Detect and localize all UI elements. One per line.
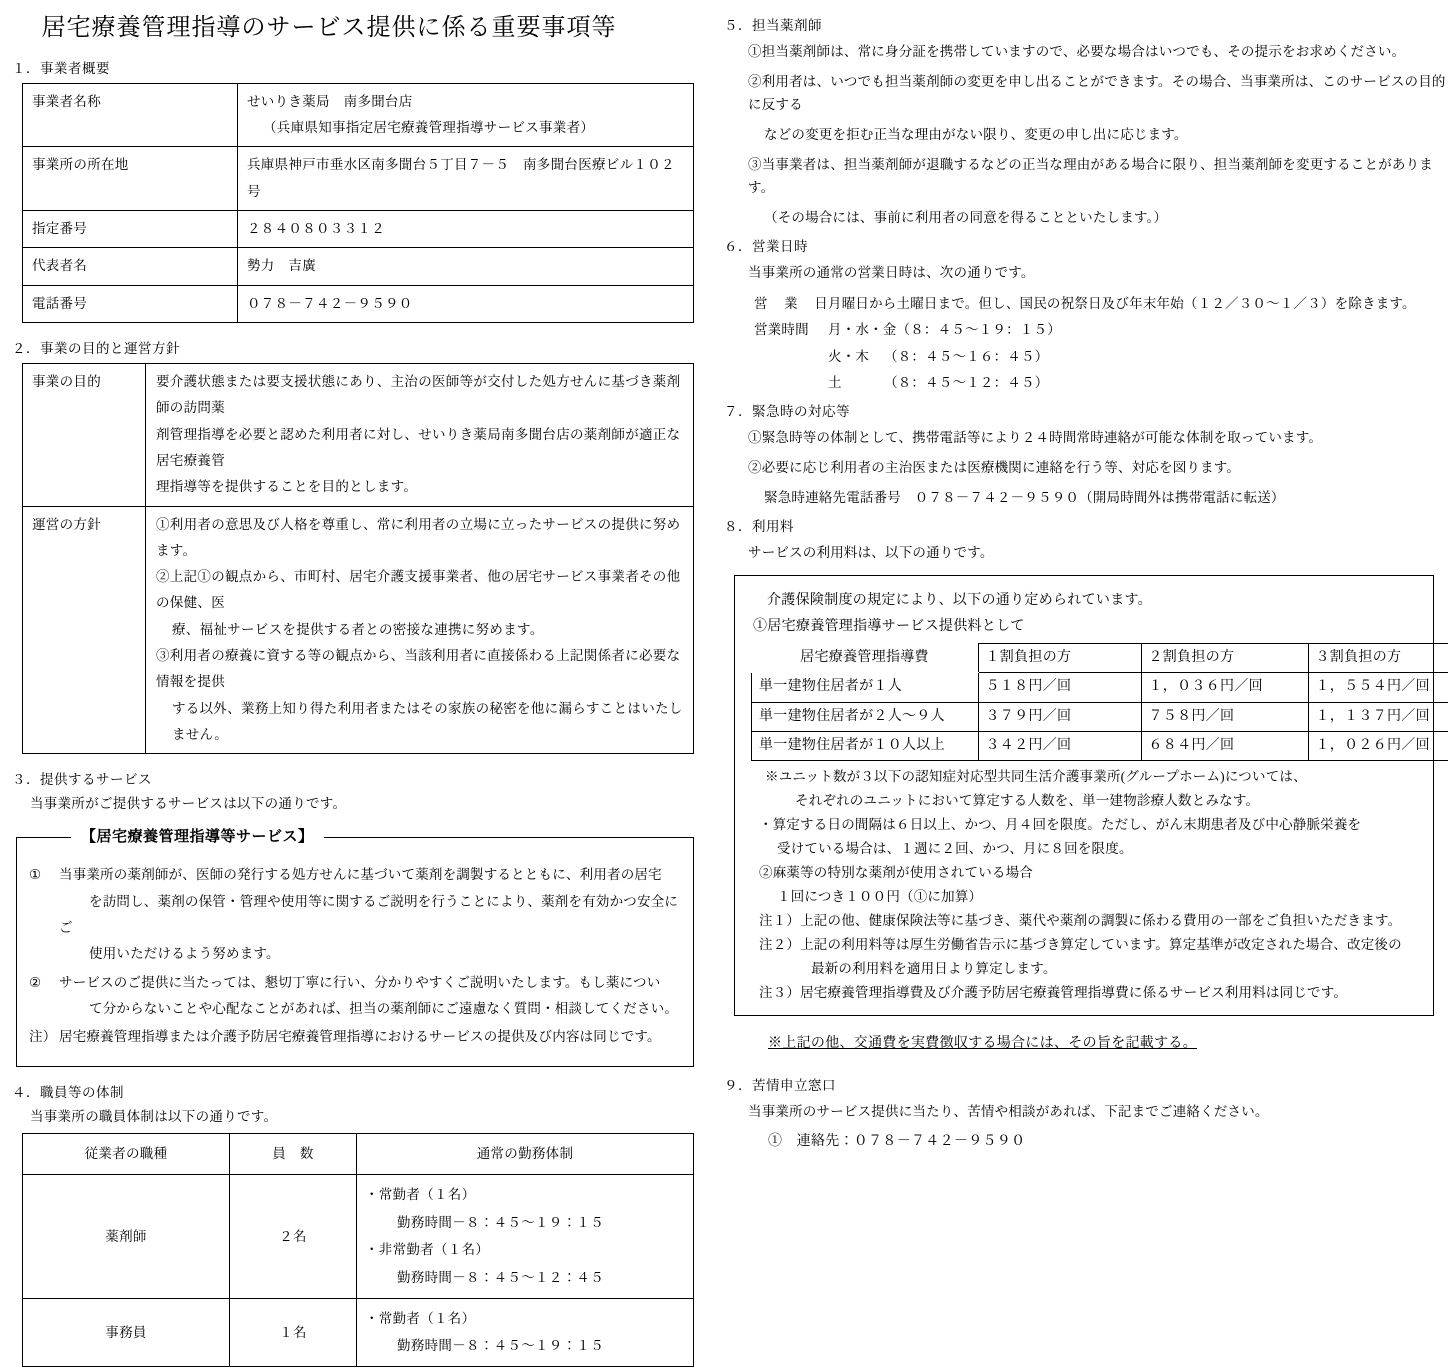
purpose-label: 事業の目的 — [23, 363, 146, 506]
table-row — [23, 506, 694, 754]
purpose-policy-table — [22, 363, 694, 754]
service-note-marker: 注） — [29, 1024, 59, 1050]
service-item-line: 使用いただけるよう努めます。 — [89, 946, 280, 961]
service-box-title: 【居宅療養管理指導等サービス】 — [71, 825, 324, 846]
fee-note: 最新の利用料を適用日より算定します。 — [749, 957, 1419, 981]
shift-line: 勤務時間－８：４５～１９：１５ — [365, 1209, 685, 1237]
staff-count: １名 — [230, 1298, 357, 1366]
table-row — [752, 673, 1448, 702]
service-note — [29, 1024, 681, 1050]
fee-value: １，０２６円／回 — [1308, 731, 1448, 760]
section-5-heading: ５．担当薬剤師 — [724, 14, 1448, 34]
business-hours-value — [828, 344, 1448, 370]
fee-note: それぞれのユニットにおいて算定する人数を、単一建物診療人数とみなす。 — [749, 789, 1419, 813]
left-column — [0, 0, 716, 1118]
section-9-heading: ９．苦情申立窓口 — [724, 1074, 1448, 1094]
service-item-line: を訪問し、薬剤の保管・管理や使用等に関するご説明を行うことにより、薬剤を有効かつ安全にご — [59, 894, 678, 935]
fee-box-item1: ①居宅療養管理指導サービス提供料として — [749, 615, 1419, 640]
section-7-line: ②必要に応じ利用者の主治医または医療機関に連絡を行う等、対応を図ります。 — [748, 456, 1448, 480]
business-hours-days: 土 — [828, 370, 884, 396]
staff-table — [22, 1133, 694, 1367]
section-3-heading: ３．提供するサービス — [12, 768, 716, 788]
section-5-line: ①担当薬剤師は、常に身分証を携帯していますので、必要な場合はいつでも、その提示をお求めください。 — [748, 40, 1448, 64]
transport-fee-note: ※上記の他、交通費を実費徴収する場合には、その旨を記載する。 — [768, 1032, 1197, 1052]
fee-table — [751, 643, 1448, 762]
table-row — [23, 1298, 694, 1366]
fee-column-header-3: ３割負担の方 — [1308, 643, 1448, 672]
business-hours-days: 月・水・金 — [828, 317, 897, 343]
row-label: 指定番号 — [23, 211, 238, 248]
table-row — [23, 248, 694, 285]
column-header-shift: 通常の勤務体制 — [357, 1134, 694, 1175]
fee-value: ７５８円／回 — [1141, 702, 1308, 731]
table-header-row — [23, 1134, 694, 1175]
shift-line: ・常勤者（１名） — [365, 1305, 685, 1333]
fee-note: １回につき１００円（①に加算） — [749, 885, 1419, 909]
section-7-heading: ７．緊急時の対応等 — [724, 400, 1448, 420]
section-2-heading: ２．事業の目的と運営方針 — [12, 337, 716, 357]
purpose-line: 要介護状態または要支援状態にあり、主治の医師等が交付した処方せんに基づき薬剤師の訪問薬 — [156, 369, 684, 422]
fee-row-label: 単一建物住居者が１人 — [752, 673, 979, 702]
service-item-line: 当事業所の薬剤師が、医師の発行する処方せんに基づいて薬剤を調製するとともに、利用者の居宅 — [59, 867, 662, 882]
section-5-line: ②利用者は、いつでも担当薬剤師の変更を申し出ることができます。その場合、当事業所は、このサービスの目的に反する — [748, 70, 1448, 117]
row-value: 兵庫県神戸市垂水区南多聞台５丁目７－５ 南多聞台医療ビル１０２号 — [238, 147, 694, 211]
table-row — [23, 147, 694, 211]
right-column — [716, 0, 1448, 1118]
emergency-contact: 緊急時連絡先電話番号 ０７８－７４２－９５９０（開局時間外は携帯電話に転送） — [764, 486, 1448, 510]
business-hours-label: 営業時間 — [754, 317, 828, 343]
fee-note: 注３）居宅療養管理指導費及び介護予防居宅療養管理指導費に係るサービス利用料は同じです。 — [749, 981, 1419, 1005]
business-hours-value — [828, 317, 1448, 343]
purpose-line: 剤管理指導を必要と認めた利用者に対し、せいりき薬局南多聞台店の薬剤師が適正な居宅療養管 — [156, 422, 684, 475]
section-1-heading: １．事業者概要 — [12, 57, 716, 77]
staff-shift — [357, 1175, 694, 1299]
page-title: 居宅療養管理指導のサービス提供に係る重要事項等 — [0, 14, 716, 43]
policy-label: 運営の方針 — [23, 506, 146, 754]
section-4-heading: ４．職員等の体制 — [12, 1081, 716, 1101]
fee-column-header-1: １割負担の方 — [978, 643, 1141, 672]
shift-line: 勤務時間－８：４５～１９：１５ — [365, 1332, 685, 1360]
fee-row-label: 単一建物住居者が１０人以上 — [752, 731, 979, 760]
fee-value: ６８４円／回 — [1141, 731, 1308, 760]
policy-text — [146, 506, 694, 754]
row-label: 事業者名称 — [23, 83, 238, 147]
staff-job: 薬剤師 — [23, 1175, 230, 1299]
fee-note: 注１）上記の他、健康保険法等に基づき、薬代や薬剤の調製に係わる費用の一部をご負担いただきます。 — [749, 909, 1419, 933]
section-6-lead: 当事業所の通常の営業日時は、次の通りです。 — [748, 261, 1448, 285]
row-label: 電話番号 — [23, 285, 238, 322]
service-item-line: サービスのご提供に当たっては、懇切丁寧に行い、分かりやすくご説明いたします。もし薬につい — [59, 975, 660, 990]
staff-shift — [357, 1298, 694, 1366]
table-row — [752, 702, 1448, 731]
fee-box — [734, 575, 1434, 1017]
section-3-lead: 当事業所がご提供するサービスは以下の通りです。 — [30, 794, 716, 815]
shift-line: 勤務時間－８：４５～１２：４５ — [365, 1264, 685, 1292]
fee-box-intro: 介護保険制度の規定により、以下の通り定められています。 — [749, 589, 1419, 614]
section-5-line: ③当事業者は、担当薬剤師が退職するなどの正当な理由がある場合に限り、担当薬剤師を変更することがあります。 — [748, 153, 1448, 200]
row-value: 勢力 吉廣 — [238, 248, 694, 285]
shift-line: ・非常勤者（１名） — [365, 1236, 685, 1264]
business-hours-time: （８：４５～１９：１５） — [897, 322, 1061, 337]
fee-value: ３７９円／回 — [978, 702, 1141, 731]
fee-row-label: 単一建物住居者が２人～９人 — [752, 702, 979, 731]
row-value: ０７８－７４２－９５９０ — [238, 285, 694, 322]
operator-designation: （兵庫県知事指定居宅療養管理指導サービス事業者） — [247, 115, 684, 141]
business-hours-label — [754, 344, 828, 370]
column-header-count: 員 数 — [230, 1134, 357, 1175]
fee-note: ※ユニット数が３以下の認知症対応型共同生活介護事業所(グループホーム)については、 — [749, 765, 1419, 789]
fee-value: １，０３６円／回 — [1141, 673, 1308, 702]
service-item — [29, 970, 681, 1023]
policy-line: ③利用者の療養に資する等の観点から、当該利用者に直接係わる上記関係者に必要な情報を提供 — [156, 643, 684, 696]
fee-note: 注２）上記の利用料等は厚生労働省告示に基づき算定しています。算定基準が改定された場合、改定後の — [749, 933, 1419, 957]
row-value: ２８４０８０３３１２ — [238, 211, 694, 248]
service-item-marker: ② — [29, 970, 59, 996]
business-hours-value — [828, 370, 1448, 396]
policy-line: ②上記①の観点から、市町村、居宅介護支援事業者、他の居宅サービス事業者その他の保健、医 — [156, 564, 684, 617]
service-item — [29, 862, 681, 967]
fee-column-header-2: ２割負担の方 — [1141, 643, 1308, 672]
service-note-line: 居宅療養管理指導または介護予防居宅療養管理指導におけるサービスの提供及び内容は同じです。 — [59, 1029, 661, 1044]
section-6-heading: ６．営業日時 — [724, 235, 1448, 255]
business-hours-time: （８：４５～１６：４５） — [884, 349, 1048, 364]
fee-note: ②麻薬等の特別な薬剤が使用されている場合 — [749, 861, 1419, 885]
operator-name: せいりき薬局 南多聞台店 — [247, 89, 684, 115]
row-value — [238, 83, 694, 147]
business-hours-row — [754, 317, 1448, 343]
business-days-row — [754, 291, 1448, 317]
business-hours-row — [754, 344, 1448, 370]
service-box — [16, 837, 694, 1067]
table-row — [23, 211, 694, 248]
fee-note: 受けている場合は、１週に２回、かつ、月に８回を限度。 — [749, 837, 1419, 861]
business-days-value: 月曜日から土曜日まで。但し、国民の祝祭日及び年末年始（１２／３０～１／３）を除きます。 — [828, 291, 1448, 317]
fee-value: ３４２円／回 — [978, 731, 1141, 760]
section-8-heading: ８．利用料 — [724, 515, 1448, 535]
policy-line: する以外、業務上知り得た利用者またはその家族の秘密を他に漏らすことはいたしません。 — [156, 696, 684, 749]
section-5-line: などの変更を拒む正当な理由がない限り、変更の申し出に応じます。 — [764, 123, 1448, 147]
row-label: 事業所の所在地 — [23, 147, 238, 211]
business-hours-days: 火・木 — [828, 344, 884, 370]
fee-value: ５１８円／回 — [978, 673, 1141, 702]
complaint-contact: ① 連絡先：０７８－７４２－９５９０ — [768, 1130, 1448, 1150]
fee-value: １，５５４円／回 — [1308, 673, 1448, 702]
table-row — [23, 1175, 694, 1299]
table-header-row — [752, 643, 1448, 672]
section-9-lead: 当事業所のサービス提供に当たり、苦情や相談があれば、下記までご連絡ください。 — [748, 1100, 1448, 1124]
section-4-lead: 当事業所の職員体制は以下の通りです。 — [30, 1107, 716, 1128]
fee-note: ・算定する日の間隔は６日以上、かつ、月４回を限度。ただし、がん末期患者及び中心静脈栄養を — [749, 813, 1419, 837]
staff-count: ２名 — [230, 1175, 357, 1299]
shift-line: ・常勤者（１名） — [365, 1181, 685, 1209]
fee-value: １，１３７円／回 — [1308, 702, 1448, 731]
business-hours-time: （８：４５～１２：４５） — [884, 375, 1048, 390]
table-row — [23, 285, 694, 322]
policy-line: 療、福祉サービスを提供する者との密接な連携に努めます。 — [156, 617, 684, 643]
service-item-marker: ① — [29, 862, 59, 888]
purpose-text — [146, 363, 694, 506]
table-row — [752, 731, 1448, 760]
policy-line: ①利用者の意思及び人格を尊重し、常に利用者の立場に立ったサービスの提供に努めます。 — [156, 512, 684, 565]
section-7-line: ①緊急時等の体制として、携帯電話等により２４時間常時連絡が可能な体制を取っています。 — [748, 426, 1448, 450]
business-hours-label — [754, 370, 828, 396]
purpose-line: 理指導等を提供することを目的とします。 — [156, 474, 684, 500]
business-days-label: 営業日 — [754, 291, 828, 317]
row-label: 代表者名 — [23, 248, 238, 285]
section-8-lead: サービスの利用料は、以下の通りです。 — [748, 541, 1448, 565]
table-row — [23, 363, 694, 506]
service-item-line: て分からないことや心配なことがあれば、担当の薬剤師にご遠慮なく質問・相談してください。 — [89, 1001, 678, 1016]
business-hours-row — [754, 370, 1448, 396]
fee-table-corner: 居宅療養管理指導費 — [752, 643, 979, 672]
column-header-job: 従業者の職種 — [23, 1134, 230, 1175]
table-row — [23, 83, 694, 147]
operator-overview-table — [22, 83, 694, 323]
section-5-line: （その場合には、事前に利用者の同意を得ることといたします。） — [764, 206, 1448, 230]
staff-job: 事務員 — [23, 1298, 230, 1366]
